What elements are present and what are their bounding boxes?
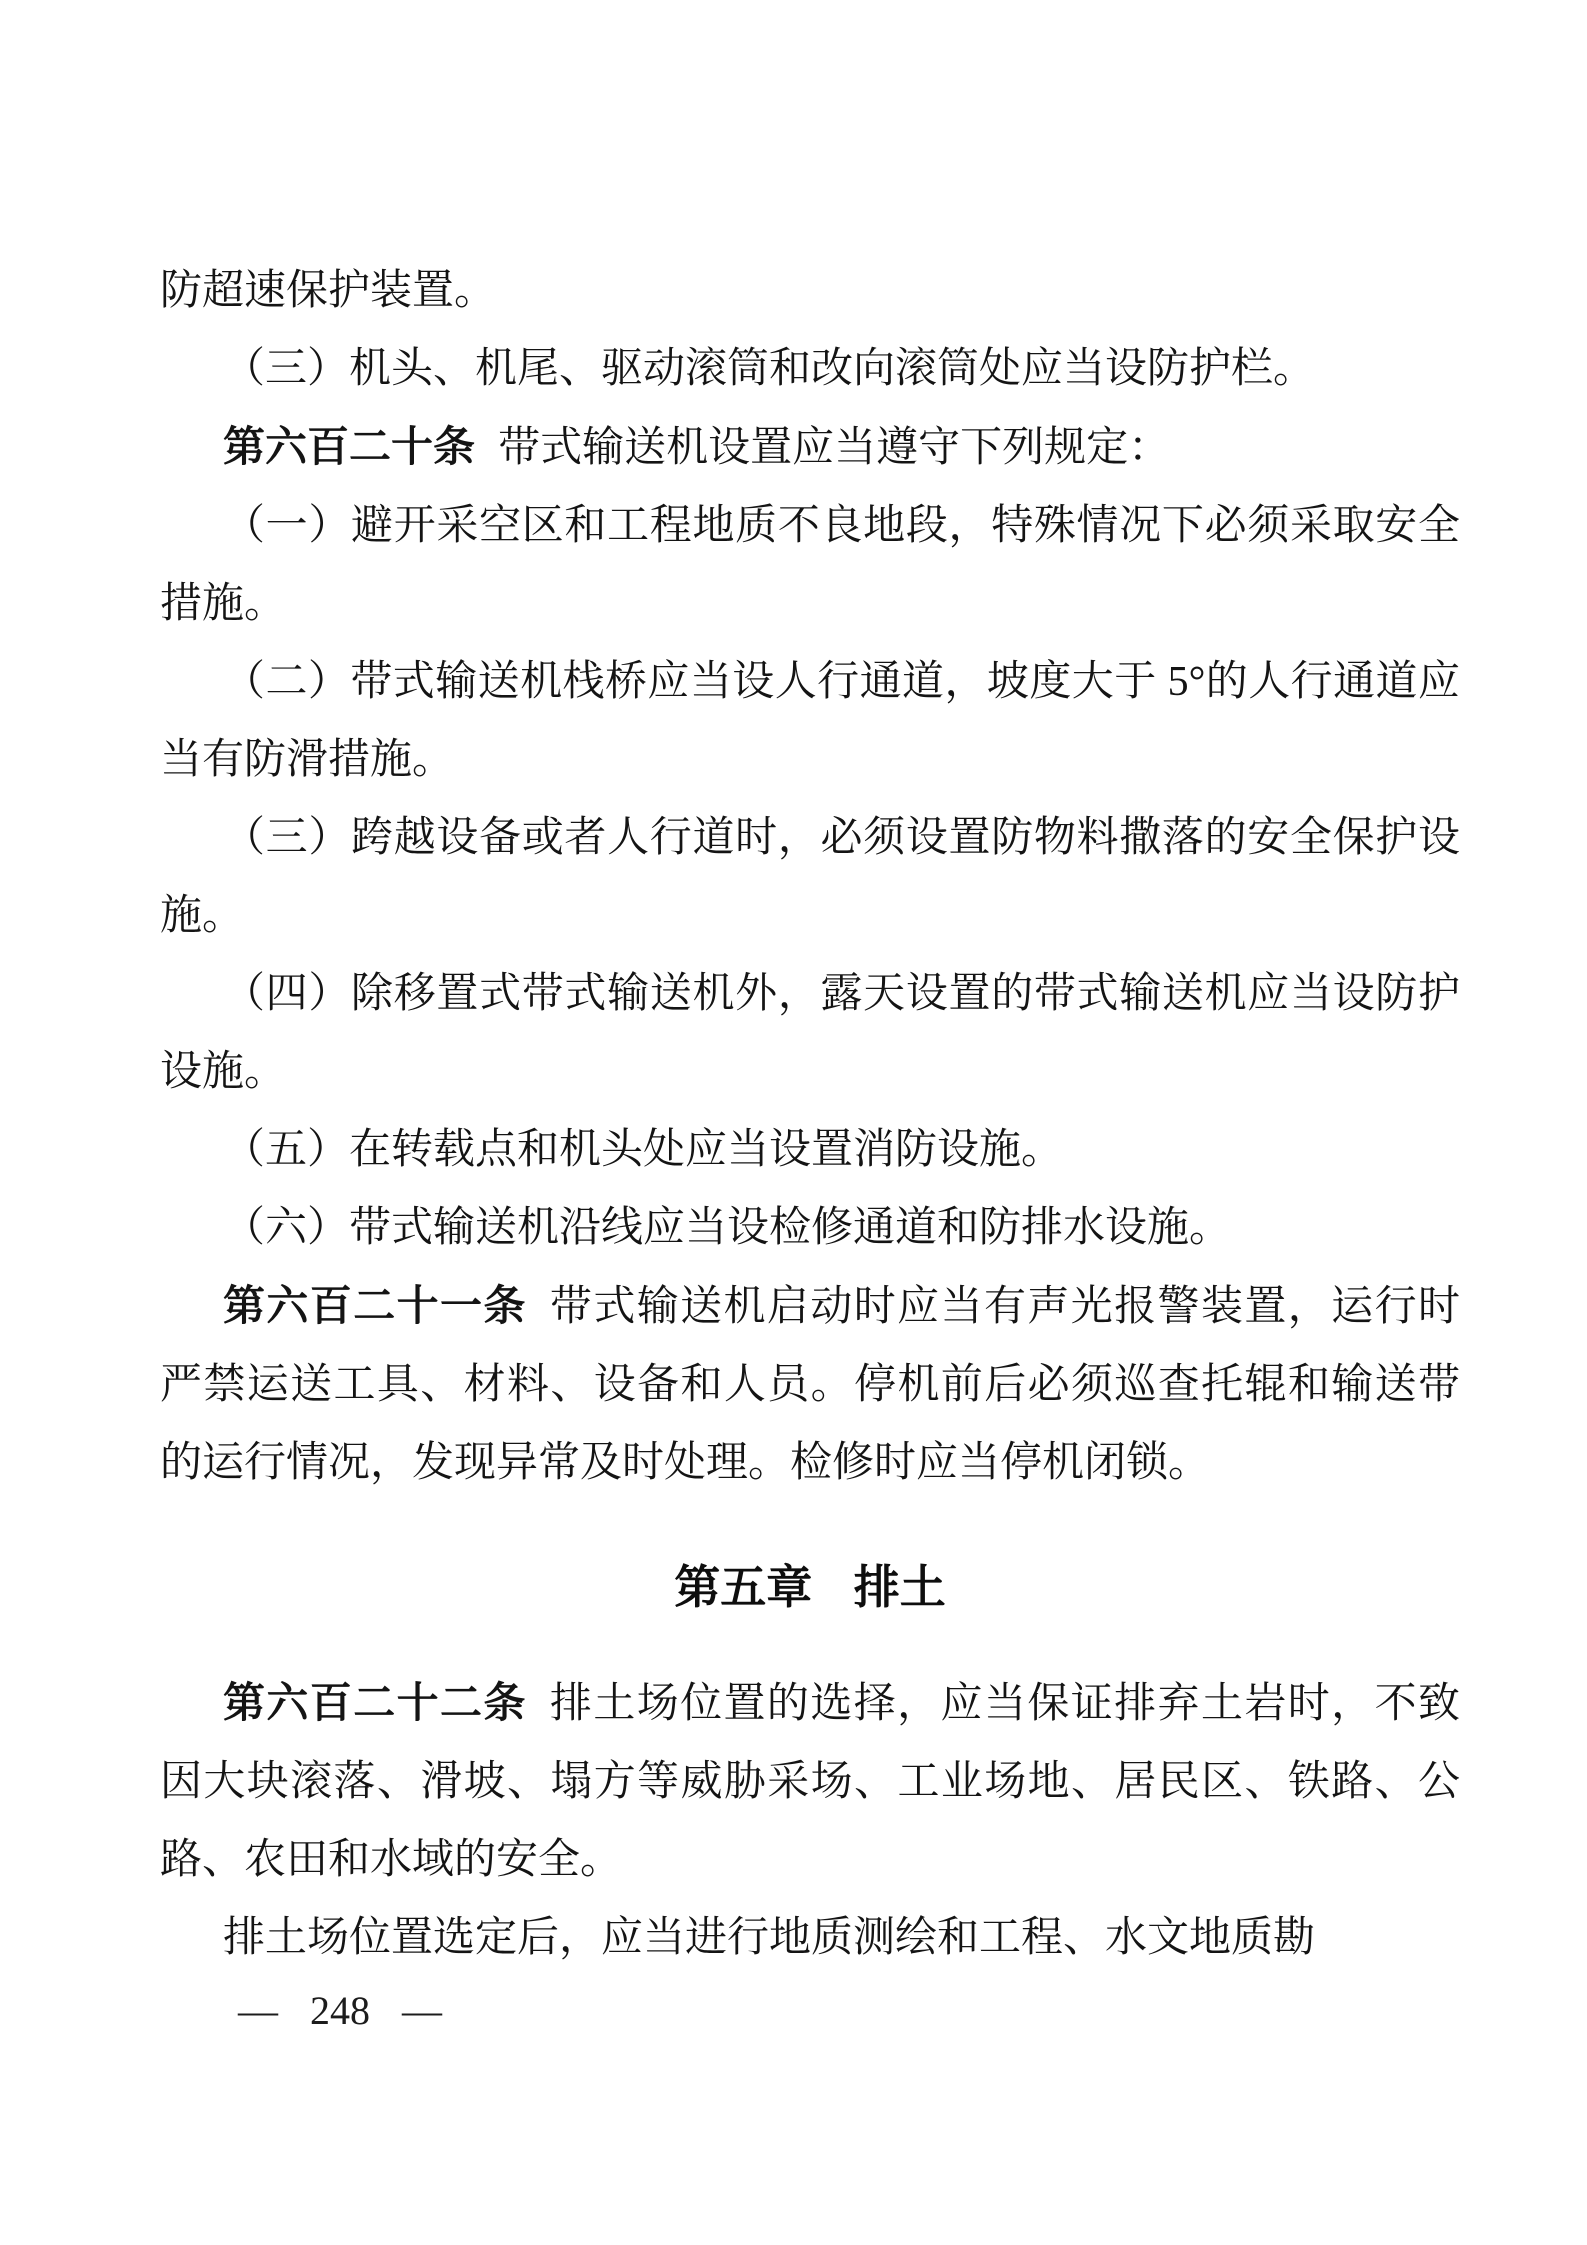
paragraph-text: 防超速保护装置。 bbox=[160, 268, 497, 314]
paragraph-text: 带式输送机启动时应当有声光报警装置，运行时严禁运送工具、材料、设备和人员。停机前后必须巡查托辊和输送带的运行情况，发现异常及时处理。检修时应当停机闭锁。 bbox=[160, 1284, 1460, 1486]
body-paragraph bbox=[160, 487, 1460, 643]
article-paragraph bbox=[160, 408, 1460, 487]
paragraph-text: （三）跨越设备或者人行道时，必须设置防物料撒落的安全保护设施。 bbox=[160, 815, 1460, 939]
paragraph-text: （六）带式输送机沿线应当设检修通道和防排水设施。 bbox=[223, 1205, 1232, 1251]
body-paragraph bbox=[160, 330, 1460, 408]
paragraph-text: 排土 bbox=[853, 1561, 946, 1613]
paragraph-text: 排土场位置的选择，应当保证排弃土岩时，不致因大块滚落、滑坡、塌方等威胁采场、工业场地、居民区、铁路、公路、农田和水域的安全。 bbox=[160, 1681, 1460, 1883]
paragraph-text: （五）在转载点和机头处应当设置消防设施。 bbox=[223, 1127, 1064, 1173]
document-body bbox=[160, 252, 1460, 1977]
paragraph-text: （三）机头、机尾、驱动滚筒和改向滚筒处应当设防护栏。 bbox=[223, 346, 1316, 392]
body-paragraph bbox=[160, 1111, 1460, 1189]
article-number: 第六百二十条 bbox=[223, 423, 476, 470]
chapter-heading bbox=[160, 1548, 1460, 1626]
article-paragraph bbox=[160, 1267, 1460, 1502]
paragraph-text: （四）除移置式带式输送机外，露天设置的带式输送机应当设防护设施。 bbox=[160, 971, 1460, 1095]
body-paragraph bbox=[160, 252, 1460, 330]
article-paragraph bbox=[160, 1664, 1460, 1899]
paragraph-text: 排土场位置选定后，应当进行地质测绘和工程、水文地质勘 bbox=[223, 1915, 1316, 1961]
paragraph-text: （二）带式输送机栈桥应当设人行通道，坡度大于 5°的人行通道应当有防滑措施。 bbox=[160, 659, 1460, 783]
body-paragraph bbox=[160, 643, 1460, 799]
body-paragraph bbox=[160, 955, 1460, 1111]
article-number: 第六百二十一条 bbox=[223, 1282, 527, 1329]
body-paragraph bbox=[160, 799, 1460, 955]
body-paragraph bbox=[160, 1899, 1460, 1977]
article-number: 第六百二十二条 bbox=[223, 1679, 527, 1726]
page-number: — 248 — bbox=[238, 1988, 442, 2033]
paragraph-text: （一）避开采空区和工程地质不良地段，特殊情况下必须采取安全措施。 bbox=[160, 503, 1460, 627]
chapter-number: 第五章 bbox=[674, 1561, 813, 1613]
paragraph-text: 带式输送机设置应当遵守下列规定： bbox=[498, 425, 1171, 471]
body-paragraph bbox=[160, 1189, 1460, 1267]
